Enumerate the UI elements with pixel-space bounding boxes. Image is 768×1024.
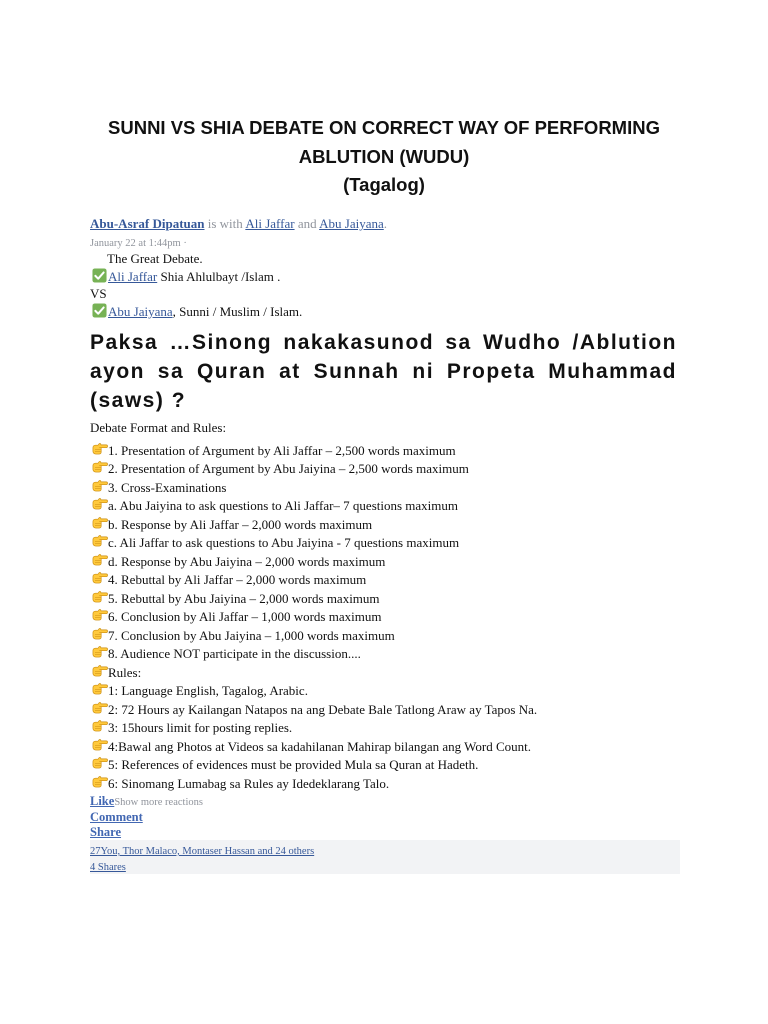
- pointing-hand-icon: [91, 643, 108, 658]
- share-row: [90, 824, 690, 840]
- list-item-text: c. Ali Jaffar to ask questions to Abu Jaiyina - 7 questions maximum: [108, 535, 460, 551]
- pointing-hand-icon: [91, 551, 108, 566]
- list-item-text: 5. Rebuttal by Abu Jaiyina – 2,000 words maximum: [108, 590, 380, 606]
- list-item: [90, 571, 690, 590]
- debater-line-1: [90, 268, 690, 286]
- shares-count-link[interactable]: 4 Shares: [90, 862, 126, 873]
- pointing-hand-icon: [91, 680, 108, 695]
- document-title: [0, 114, 768, 200]
- pointing-hand-icon: [91, 717, 108, 732]
- pointing-hand-icon: [91, 458, 108, 473]
- reactions-row: [90, 844, 680, 860]
- debater-affiliation-1: Shia Ahlulbayt /Islam .: [160, 268, 281, 284]
- post-author-line: [90, 215, 690, 233]
- shares-row: [90, 860, 680, 876]
- title-subtitle: (Tagalog): [343, 174, 425, 195]
- pointing-hand-icon: [91, 754, 108, 769]
- like-button[interactable]: Like: [90, 794, 115, 808]
- rules-list: [90, 442, 690, 794]
- title-line-2: ABLUTION (WUDU): [298, 145, 470, 167]
- engagement-inner: [90, 840, 680, 876]
- comment-row: [90, 809, 690, 825]
- list-item: [90, 497, 690, 516]
- rule-item: [90, 682, 690, 701]
- tagged-user-link-ali-jaffar[interactable]: Ali Jaffar: [245, 216, 295, 231]
- list-item: [90, 516, 690, 535]
- post-timestamp: January 22 at 1:44pm ·: [90, 237, 187, 249]
- pointing-hand-icon: [91, 532, 108, 547]
- pointing-hand-icon: [91, 736, 108, 751]
- list-item: [90, 442, 690, 461]
- list-item-text: 1. Presentation of Argument by Ali Jaffar – 2,500 words maximum: [108, 442, 456, 458]
- check-mark-icon: [92, 268, 107, 283]
- rules-heading-text: Rules:: [108, 664, 142, 680]
- list-item-text: 6. Conclusion by Ali Jaffar – 1,000 words maximum: [108, 609, 382, 625]
- pointing-hand-icon: [91, 773, 108, 788]
- list-item: [90, 460, 690, 479]
- comment-button[interactable]: Comment: [90, 809, 143, 824]
- list-item: [90, 627, 690, 646]
- tagged-user-link-abu-jaiyana[interactable]: Abu Jaiyana: [319, 216, 384, 231]
- list-item-text: 2. Presentation of Argument by Abu Jaiyina – 2,500 words maximum: [108, 461, 469, 477]
- rule-item-text: 2: 72 Hours ay Kailangan Natapos na ang Debate Bale Tatlong Araw ay Tapos Na.: [108, 701, 538, 717]
- post-intro: The Great Debate.: [107, 251, 203, 267]
- topic-line-2: ayon sa Quran at Sunnah ni Propeta Muhammad: [90, 360, 677, 383]
- pointing-hand-icon: [91, 477, 108, 492]
- is-with-text: is with: [207, 216, 243, 231]
- post-header: [90, 215, 690, 321]
- list-item: [90, 479, 690, 498]
- pointing-hand-icon: [91, 606, 108, 621]
- rule-item-text: 1: Language English, Tagalog, Arabic.: [108, 683, 308, 699]
- debater-link-abu-jaiyana[interactable]: Abu Jaiyana: [108, 303, 173, 319]
- rule-item: [90, 775, 690, 794]
- rule-item: [90, 738, 690, 757]
- rule-item-text: 6: Sinomang Lumabag sa Rules ay Idedeklarang Talo.: [108, 775, 390, 791]
- engagement-box: [90, 840, 680, 874]
- and-text: and: [297, 216, 317, 231]
- list-item-text: 8. Audience NOT participate in the discussion....: [108, 646, 361, 662]
- list-item-text: 7. Conclusion by Abu Jaiyina – 1,000 words maximum: [108, 627, 395, 643]
- rule-item: [90, 701, 690, 720]
- post-intro-line: [90, 250, 690, 268]
- list-item: [90, 645, 690, 664]
- versus-text: VS: [90, 286, 107, 302]
- rule-item-text: 4:Bawal ang Photos at Videos sa kadahilanan Mahirap bilangan ang Word Count.: [108, 738, 532, 754]
- list-item-text: 3. Cross-Examinations: [108, 479, 227, 495]
- rule-item: [90, 719, 690, 738]
- topic-line-1: Paksa …Sinong nakakasunod sa Wudho /Ablution: [90, 331, 677, 354]
- list-item: [90, 590, 690, 609]
- pointing-hand-icon: [91, 495, 108, 510]
- list-item-text: a. Abu Jaiyina to ask questions to Ali Jaffar– 7 questions maximum: [108, 498, 459, 514]
- like-row: [90, 793, 690, 809]
- pointing-hand-icon: [91, 440, 108, 455]
- debater-link-ali-jaffar[interactable]: Ali Jaffar: [108, 268, 158, 284]
- pointing-hand-icon: [91, 569, 108, 584]
- post-actions: [90, 793, 690, 840]
- share-button[interactable]: Share: [90, 825, 122, 840]
- pointing-hand-icon: [91, 662, 108, 677]
- list-item: [90, 534, 690, 553]
- rule-item-text: 5: References of evidences must be provided Mula sa Quran at Hadeth.: [108, 757, 479, 773]
- pointing-hand-icon: [91, 588, 108, 603]
- post-timestamp-line: [90, 233, 690, 251]
- period-text: .: [383, 216, 388, 231]
- show-more-reactions-link[interactable]: Show more reactions: [114, 797, 203, 808]
- list-item-text: d. Response by Abu Jaiyina – 2,000 words maximum: [108, 553, 386, 569]
- title-line-1: SUNNI VS SHIA DEBATE ON CORRECT WAY OF PERFORMING: [108, 117, 660, 138]
- format-heading: Debate Format and Rules:: [90, 420, 227, 435]
- list-item-text: 4. Rebuttal by Ali Jaffar – 2,000 words maximum: [108, 572, 367, 588]
- rules-heading: [90, 664, 690, 683]
- check-mark-icon: [92, 303, 107, 318]
- reactions-summary-link[interactable]: 27You, Thor Malaco, Montaser Hassan and 24 others: [90, 846, 315, 857]
- debater-affiliation-2: , Sunni / Muslim / Islam.: [172, 303, 303, 319]
- list-item: [90, 553, 690, 572]
- list-item: [90, 608, 690, 627]
- debate-topic-heading: [90, 328, 677, 415]
- pointing-hand-icon: [91, 625, 108, 640]
- versus-line: [90, 285, 690, 303]
- rule-item: [90, 756, 690, 775]
- debater-line-2: [90, 303, 690, 321]
- pointing-hand-icon: [91, 699, 108, 714]
- topic-line-3: (saws) ?: [90, 389, 187, 412]
- pointing-hand-icon: [91, 514, 108, 529]
- list-item-text: b. Response by Ali Jaffar – 2,000 words maximum: [108, 516, 373, 532]
- author-link[interactable]: Abu-Asraf Dipatuan: [90, 216, 205, 231]
- rule-item-text: 3: 15hours limit for posting replies.: [108, 720, 293, 736]
